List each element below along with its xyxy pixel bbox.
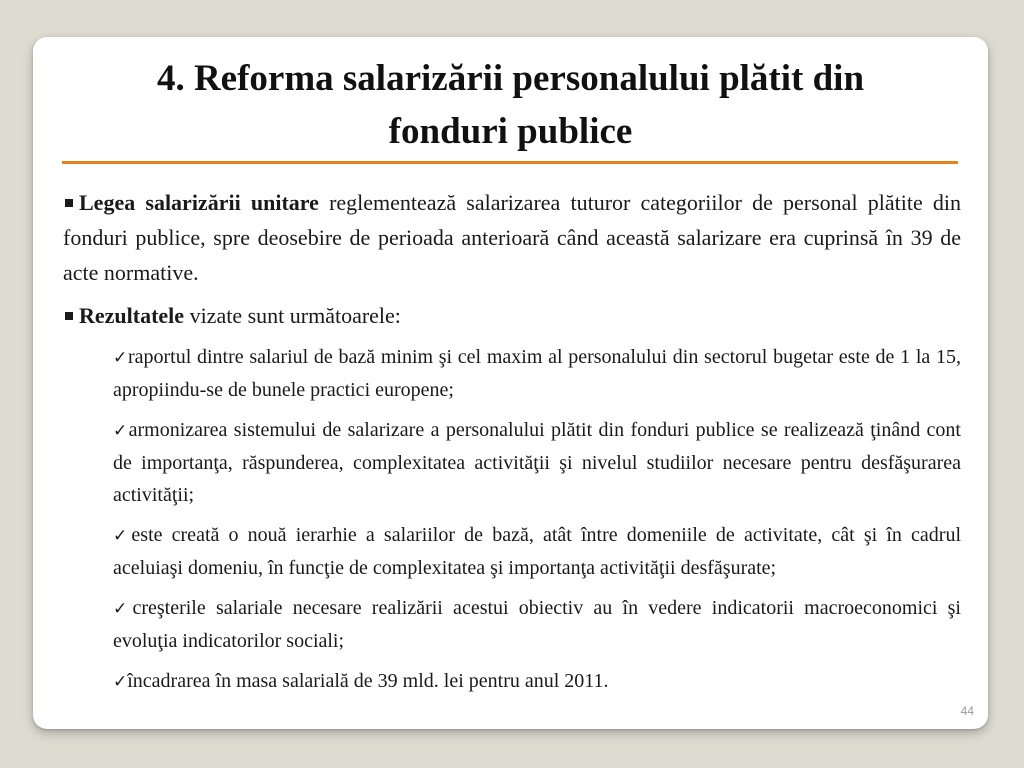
check-icon: ✓	[113, 348, 128, 368]
result-text: este creată o nouă ierarhie a salariilor de bază, atât între domeniile de activitate, cât şi în cadrul aceluiaşi domeniu, în funcţie de complexitatea şi importanţa activităţii desfăşurate;	[113, 524, 962, 579]
list-item	[113, 414, 961, 511]
bullet-results-bold: Rezultatele	[79, 303, 185, 328]
page-number: 44	[960, 704, 974, 718]
result-text: încadrarea în masa salarială de 39 mld. lei pentru anul 2011.	[127, 670, 609, 692]
square-bullet-icon	[65, 312, 73, 320]
bullet-results	[63, 298, 961, 333]
list-item	[113, 519, 961, 584]
list-item	[113, 341, 961, 406]
bullet-law-text: reglementează salarizarea tuturor categoriilor de personal plătite din fonduri publice, spre deosebire de perioada anterioară când această salarizare era cuprinsă în 39 de acte normative.	[63, 190, 961, 285]
result-text: armonizarea sistemului de salarizare a personalului plătit din fonduri publice se realizează ţinând cont de importanţa, răspunderea, complexitatea activităţii şi nivelul studiilor necesare pentru desfăşurarea activităţii;	[113, 419, 961, 506]
slide-title-line-2: fonduri publice	[388, 111, 633, 152]
check-icon: ✓	[113, 599, 133, 619]
slide-content	[63, 185, 961, 706]
list-item	[113, 665, 961, 698]
check-icon: ✓	[113, 421, 129, 441]
result-text: raportul dintre salariul de bază minim şi cel maxim al personalului din sectorul bugetar este de 1 la 15, apropiindu-se de bunele practici europene;	[113, 346, 961, 401]
bullet-law	[63, 185, 961, 290]
slide-title	[40, 52, 981, 158]
check-icon: ✓	[113, 526, 132, 546]
check-icon: ✓	[113, 672, 128, 692]
slide-title-line-1: 4. Reforma salarizării personalului plătit din	[156, 58, 865, 99]
title-underline	[62, 161, 958, 164]
square-bullet-icon	[65, 199, 73, 207]
result-text: creşterile salariale necesare realizării acestui obiectiv au în vedere indicatorii macroeconomici şi evoluţia indicatorilor sociali;	[113, 597, 961, 652]
bullet-law-bold: Legea salarizării unitare	[79, 190, 319, 215]
results-list	[63, 341, 961, 698]
list-item	[113, 592, 961, 657]
bullet-results-text: vizate sunt următoarele:	[184, 303, 401, 328]
